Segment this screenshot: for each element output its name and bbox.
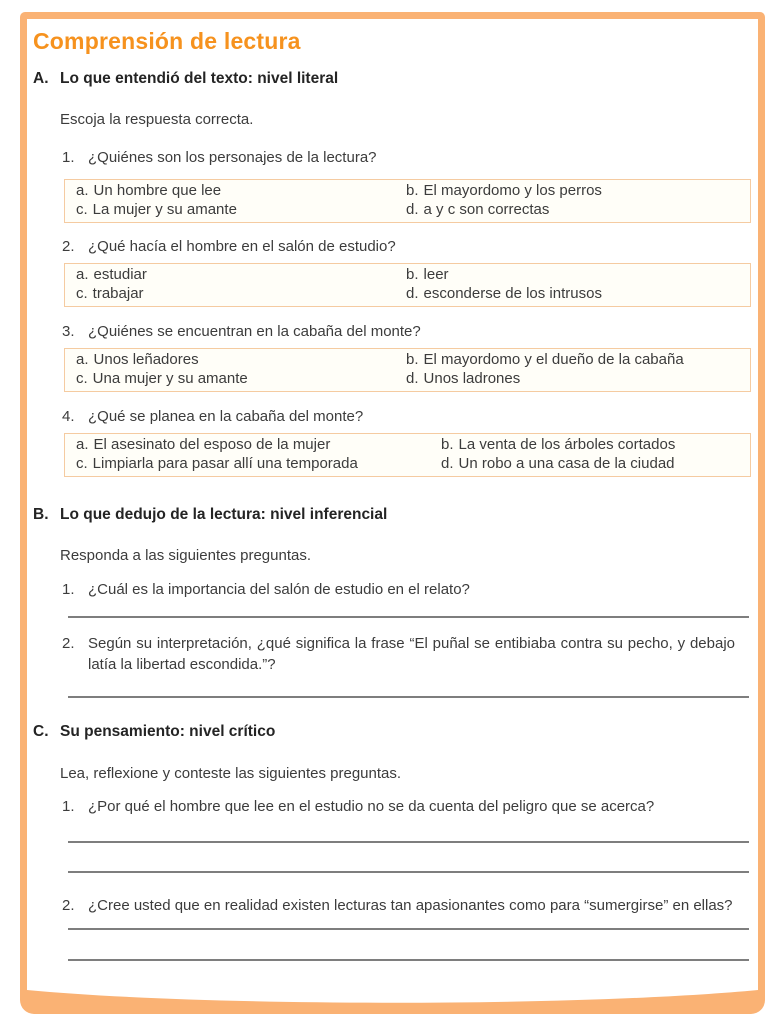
question-number: 2. bbox=[62, 635, 75, 652]
section-letter: C. bbox=[33, 723, 49, 740]
worksheet-content bbox=[27, 19, 758, 1007]
option-b: b. La venta de los árboles cortados bbox=[441, 436, 676, 453]
question-number: 1. bbox=[62, 798, 75, 815]
section-title: Lo que entendió del texto: nivel literal bbox=[60, 70, 339, 87]
answer-line bbox=[68, 959, 749, 961]
section-letter: B. bbox=[33, 506, 49, 523]
answer-line bbox=[68, 871, 749, 873]
option-c: c. Limpiarla para pasar allí una temporada bbox=[76, 454, 358, 472]
option-b: b. El mayordomo y los perros bbox=[406, 182, 602, 199]
section-b-instruction: Responda a las siguientes preguntas. bbox=[60, 547, 312, 564]
options-box-a4 bbox=[64, 433, 751, 477]
option-d: d. a y c son correctas bbox=[406, 200, 550, 218]
section-a-heading bbox=[33, 68, 745, 89]
page-title: Comprensión de lectura bbox=[33, 28, 301, 54]
question-text: ¿Quiénes son los personajes de la lectura? bbox=[88, 149, 377, 166]
option-c: c. La mujer y su amante bbox=[76, 200, 237, 218]
option-d: d. esconderse de los intrusos bbox=[406, 284, 602, 302]
question-number: 4. bbox=[62, 408, 75, 425]
section-c-heading bbox=[33, 721, 745, 742]
option-d: d. Un robo a una casa de la ciudad bbox=[441, 454, 675, 472]
question-text: ¿Cuál es la importancia del salón de estudio en el relato? bbox=[88, 581, 470, 598]
question-text: ¿Qué se planea en la cabaña del monte? bbox=[88, 408, 364, 425]
options-box-a3 bbox=[64, 348, 751, 392]
question-c1 bbox=[62, 796, 745, 817]
question-text: Según su interpretación, ¿qué significa la frase “El puñal se entibiaba contra su pecho, y debajo latía la libertad escondida.”? bbox=[88, 635, 735, 673]
option-b: b. leer bbox=[406, 266, 449, 283]
answer-line bbox=[68, 696, 749, 698]
question-a3 bbox=[62, 321, 745, 342]
options-box-a1 bbox=[64, 179, 751, 223]
section-title: Su pensamiento: nivel crítico bbox=[60, 723, 276, 740]
question-c2 bbox=[62, 895, 745, 916]
answer-line bbox=[68, 616, 749, 618]
question-a1 bbox=[62, 147, 745, 168]
question-a2 bbox=[62, 236, 745, 257]
section-c-instruction: Lea, reflexione y conteste las siguientes preguntas. bbox=[60, 765, 402, 782]
option-a: a. Unos leñadores bbox=[76, 351, 199, 368]
section-letter: A. bbox=[33, 70, 49, 87]
option-a: a. estudiar bbox=[76, 266, 147, 283]
option-c: c. trabajar bbox=[76, 284, 144, 302]
worksheet-frame bbox=[20, 12, 765, 1014]
answer-line bbox=[68, 928, 749, 930]
section-a-instruction: Escoja la respuesta correcta. bbox=[60, 111, 254, 128]
section-title: Lo que dedujo de la lectura: nivel inferencial bbox=[60, 506, 388, 523]
question-b1 bbox=[62, 579, 745, 600]
question-number: 3. bbox=[62, 323, 75, 340]
question-number: 1. bbox=[62, 581, 75, 598]
question-number: 1. bbox=[62, 149, 75, 166]
question-text: ¿Quiénes se encuentran en la cabaña del monte? bbox=[88, 323, 421, 340]
section-b-heading bbox=[33, 504, 745, 525]
option-a: a. El asesinato del esposo de la mujer bbox=[76, 436, 331, 453]
question-text: ¿Qué hacía el hombre en el salón de estudio? bbox=[88, 238, 396, 255]
question-number: 2. bbox=[62, 897, 75, 914]
question-a4 bbox=[62, 406, 745, 427]
question-number: 2. bbox=[62, 238, 75, 255]
answer-line bbox=[68, 841, 749, 843]
option-b: b. El mayordomo y el dueño de la cabaña bbox=[406, 351, 684, 368]
bottom-swoosh-decoration bbox=[27, 987, 758, 1007]
option-c: c. Una mujer y su amante bbox=[76, 369, 248, 387]
options-box-a2 bbox=[64, 263, 751, 307]
question-text: ¿Por qué el hombre que lee en el estudio no se da cuenta del peligro que se acerca? bbox=[88, 798, 655, 815]
question-text: ¿Cree usted que en realidad existen lecturas tan apasionantes como para “sumergirse” en ellas? bbox=[88, 897, 733, 914]
option-d: d. Unos ladrones bbox=[406, 369, 521, 387]
option-a: a. Un hombre que lee bbox=[76, 182, 222, 199]
question-b2 bbox=[62, 633, 745, 675]
